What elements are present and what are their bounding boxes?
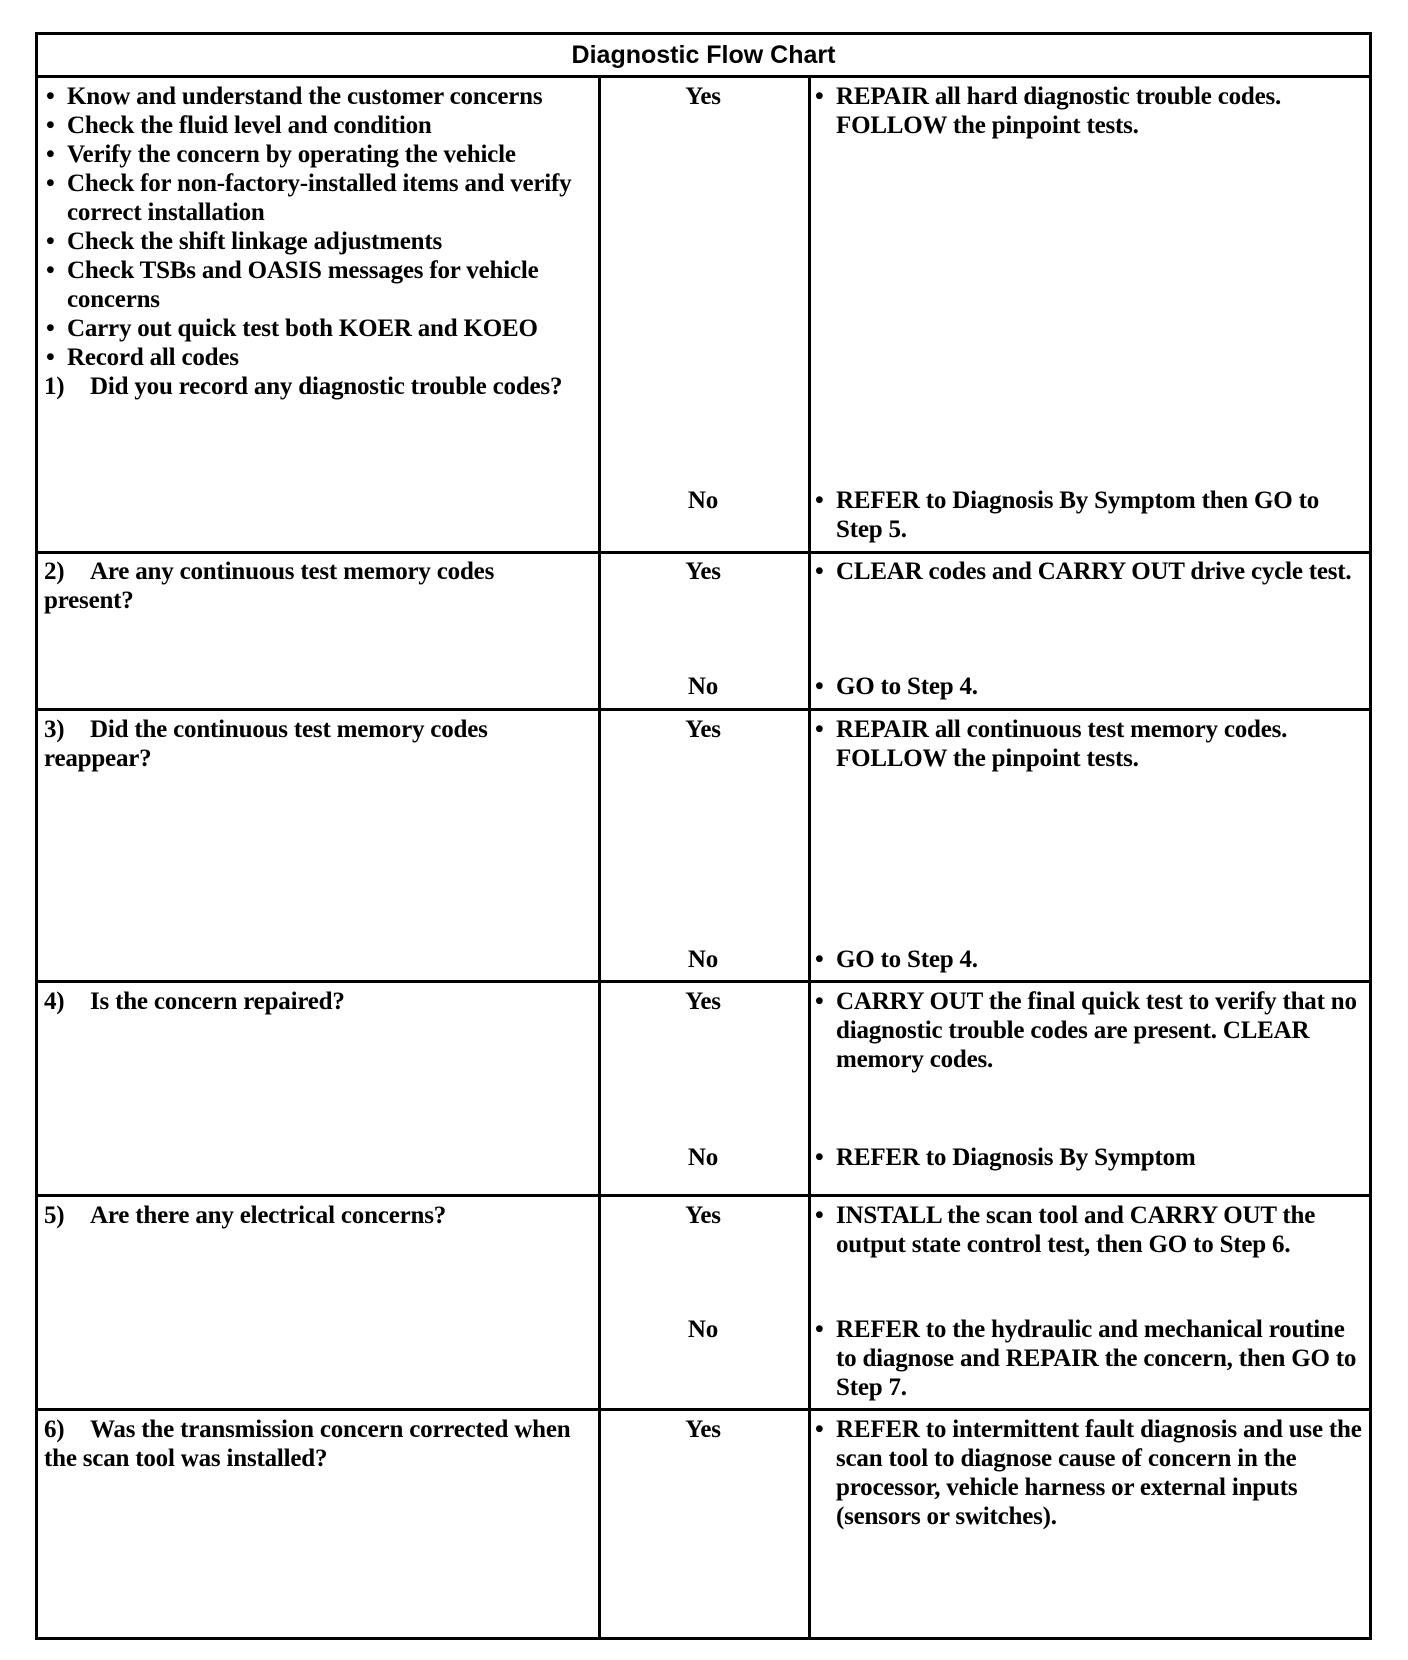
checklist-item: • Know and understand the customer concerns — [44, 82, 589, 111]
step-5-yes-action — [813, 1201, 1368, 1259]
checklist-item: • Check the fluid level and condition — [44, 111, 589, 140]
action-text: • CLEAR codes and CARRY OUT drive cycle test. — [813, 557, 1368, 586]
row-divider — [38, 1194, 1369, 1197]
row-divider — [38, 708, 1369, 711]
step-number: 5) — [44, 1202, 65, 1229]
no-label: No — [687, 1144, 719, 1171]
step-1-question — [44, 372, 589, 401]
step-3-no-action — [813, 945, 1368, 974]
step-5-no-action — [813, 1315, 1368, 1402]
row-divider — [38, 980, 1369, 983]
question-text: Did you record any diagnostic trouble codes? — [90, 373, 563, 400]
column-divider-left — [598, 78, 601, 1637]
step-number: 4) — [44, 988, 65, 1015]
no-label: No — [687, 1316, 719, 1343]
step-number: 2) — [44, 558, 65, 585]
action-text: • REPAIR all hard diagnostic trouble codes. FOLLOW the pinpoint tests. — [813, 82, 1368, 140]
yes-label: Yes — [685, 558, 721, 585]
yes-label: Yes — [685, 716, 721, 743]
column-divider-right — [808, 78, 811, 1637]
yes-label: Yes — [685, 83, 721, 110]
step-4-yes-action — [813, 987, 1368, 1074]
action-text: • GO to Step 4. — [813, 945, 1368, 974]
step-1-no-action — [813, 486, 1368, 544]
question-text: Are there any electrical concerns? — [90, 1202, 447, 1229]
step-2-no-action — [813, 672, 1368, 701]
checklist-item: • Record all codes — [44, 343, 589, 372]
chart-title: Diagnostic Flow Chart — [38, 35, 1369, 78]
action-text: • GO to Step 4. — [813, 672, 1368, 701]
step-6-question — [44, 1415, 589, 1473]
row-divider — [38, 1408, 1369, 1411]
diagnostic-flow-chart — [35, 32, 1372, 1640]
step-number: 6) — [44, 1416, 65, 1443]
question-text: Did the continuous test memory codes reappear? — [44, 716, 488, 772]
checklist-item: • Check the shift linkage adjustments — [44, 227, 589, 256]
question-text: Was the transmission concern corrected when the scan tool was installed? — [44, 1416, 571, 1472]
step-number: 1) — [44, 373, 65, 400]
no-label: No — [687, 673, 719, 700]
action-text: • REFER to intermittent fault diagnosis and use the scan tool to diagnose cause of concern in the processor, vehicle harness or external inputs (sensors or switches). — [813, 1415, 1368, 1531]
step-2-question — [44, 557, 589, 615]
checklist-item: • Verify the concern by operating the vehicle — [44, 140, 589, 169]
row-divider — [38, 551, 1369, 554]
yes-label: Yes — [685, 1202, 721, 1229]
step-4-no-action — [813, 1143, 1368, 1172]
yes-label: Yes — [685, 988, 721, 1015]
checklist-item: • Carry out quick test both KOER and KOEO — [44, 314, 589, 343]
step-6-yes-action — [813, 1415, 1368, 1531]
no-label: No — [687, 946, 719, 973]
step-number: 3) — [44, 716, 65, 743]
action-text: • INSTALL the scan tool and CARRY OUT the output state control test, then GO to Step 6. — [813, 1201, 1368, 1259]
action-text: • REFER to Diagnosis By Symptom — [813, 1143, 1368, 1172]
action-text: • REFER to the hydraulic and mechanical routine to diagnose and REPAIR the concern, then GO to Step 7. — [813, 1315, 1368, 1402]
action-text: • REPAIR all continuous test memory codes. FOLLOW the pinpoint tests. — [813, 715, 1368, 773]
step-4-question — [44, 987, 589, 1016]
step-1-yes-action — [813, 82, 1368, 140]
step-2-yes-action — [813, 557, 1368, 586]
action-text: • CARRY OUT the final quick test to verify that no diagnostic trouble codes are present. CLEAR memory codes. — [813, 987, 1368, 1074]
step-3-yes-action — [813, 715, 1368, 773]
question-text: Are any continuous test memory codes present? — [44, 558, 495, 614]
action-text: • REFER to Diagnosis By Symptom then GO to Step 5. — [813, 486, 1368, 544]
question-text: Is the concern repaired? — [90, 988, 345, 1015]
checklist-item: • Check for non-factory-installed items and verify correct installation — [44, 169, 589, 227]
step-1-checklist — [44, 82, 589, 372]
step-5-question — [44, 1201, 589, 1230]
yes-label: Yes — [685, 1416, 721, 1443]
step-1-question-cell — [44, 82, 589, 401]
no-label: No — [687, 487, 719, 514]
checklist-item: • Check TSBs and OASIS messages for vehicle concerns — [44, 256, 589, 314]
step-3-question — [44, 715, 589, 773]
